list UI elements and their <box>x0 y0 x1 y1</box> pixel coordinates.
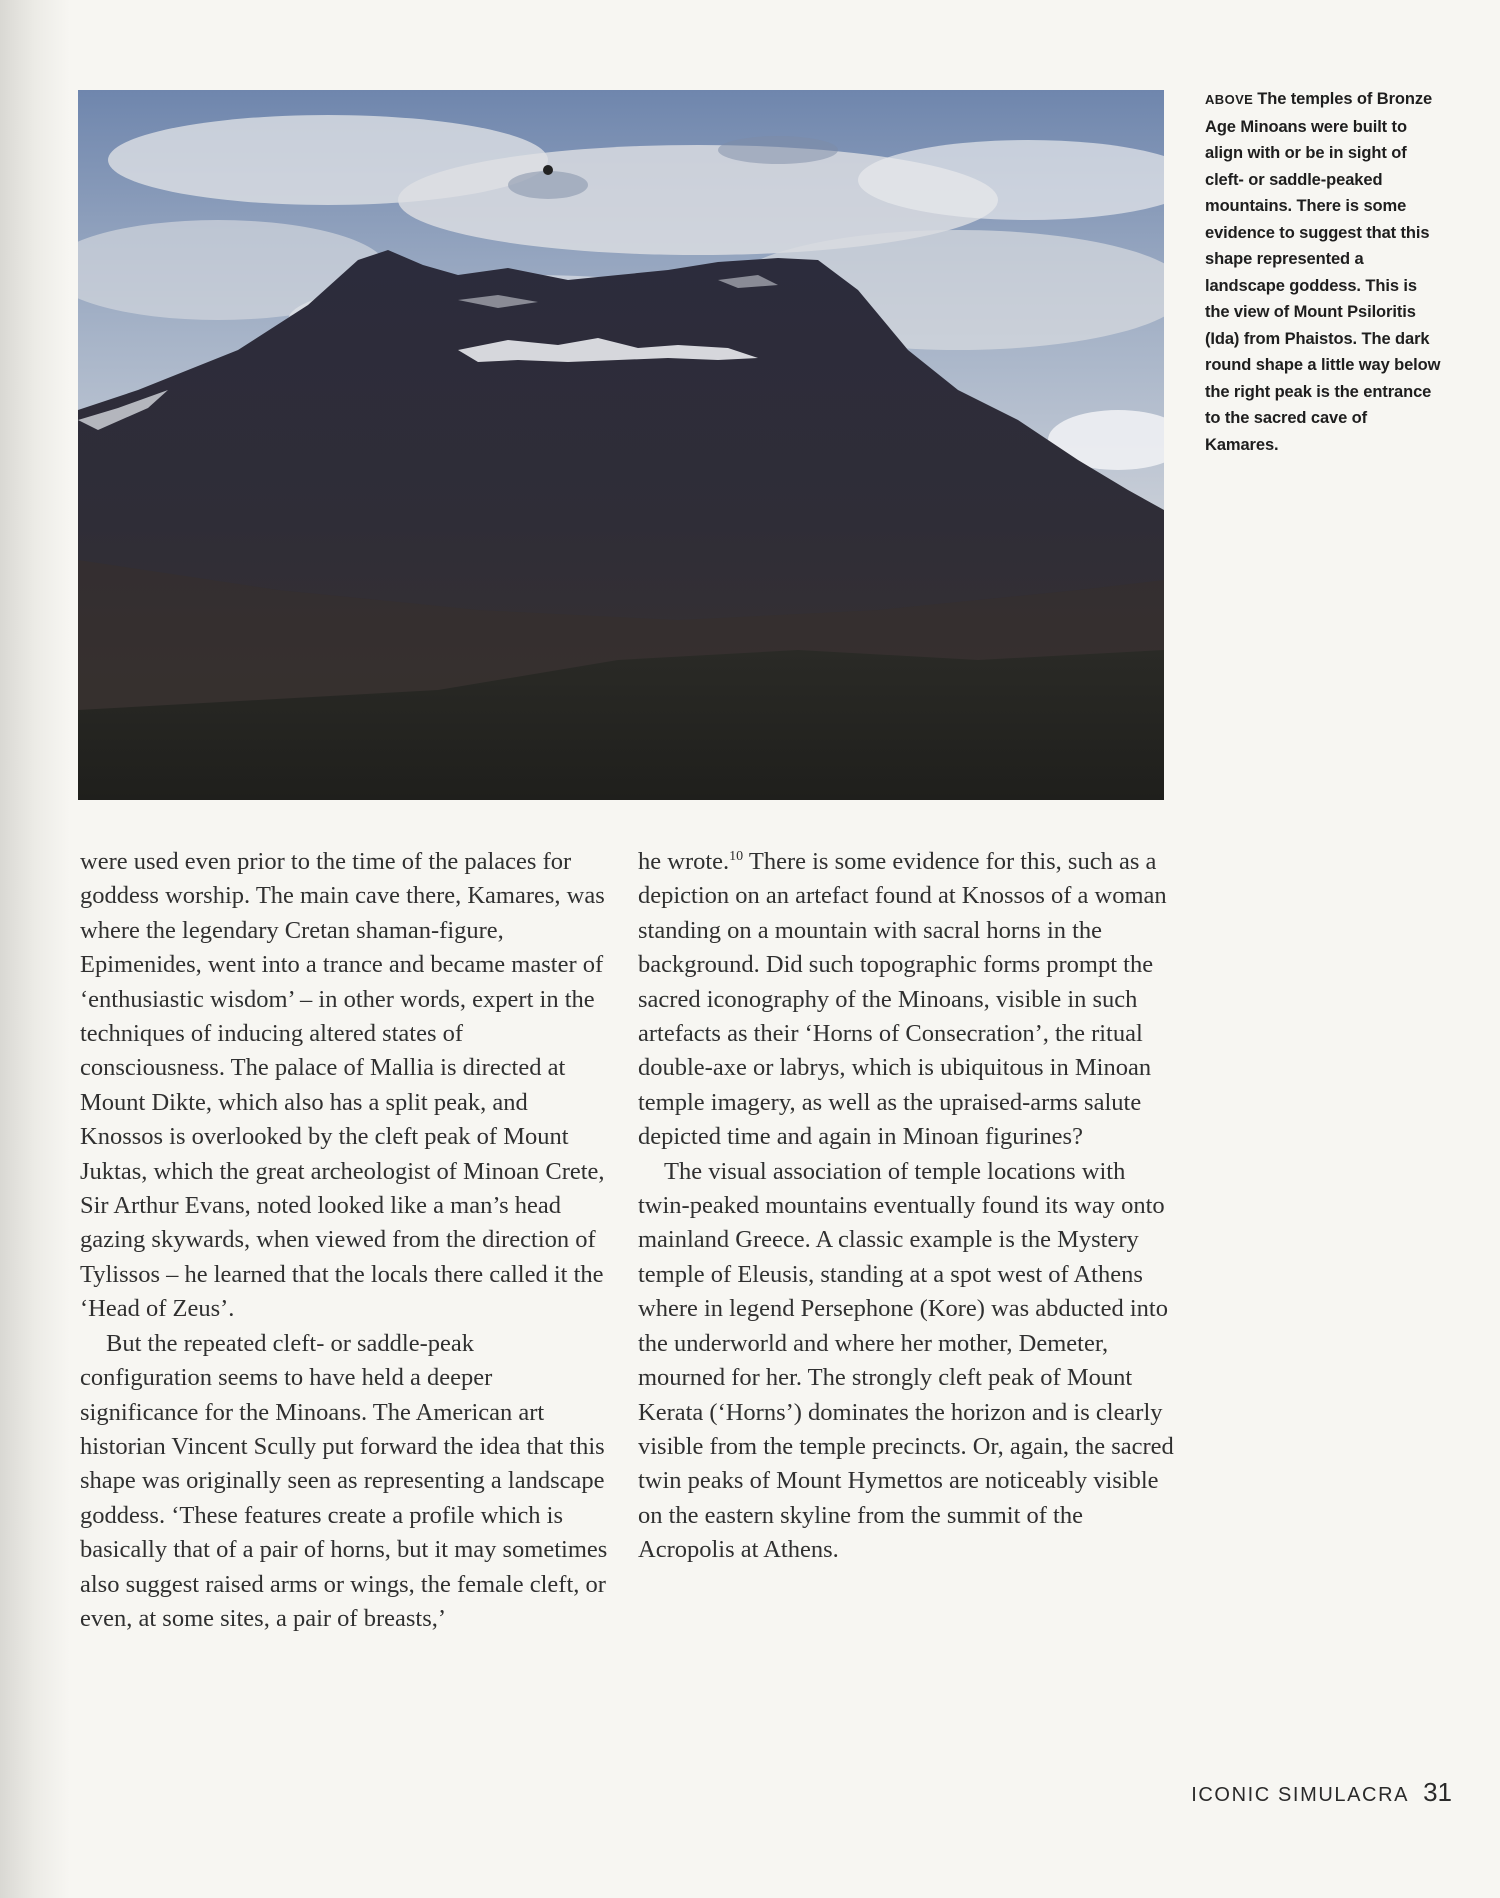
footnote-marker: 10 <box>729 849 744 864</box>
paragraph: But the repeated cleft- or saddle-peak configuration seems to have held a deeper significance for the Minoans. The American art historian Vincent Scully put forward the idea that this shape was originally seen as representing a landscape goddess. ‘These features create a profile which is basically that of a pair of horns, but it may sometimes also suggest raised arms or wings, the female cleft, or even, at some sites, a pair of breasts,’ <box>80 1329 608 1632</box>
photo-caption <box>1205 86 1445 458</box>
page-number: 31 <box>1423 1777 1452 1807</box>
mountain-photo <box>78 90 1164 800</box>
paragraph <box>638 845 1178 1155</box>
page-footer <box>1191 1777 1452 1808</box>
mountain-photo-illustration <box>78 90 1164 800</box>
caption-text: The temples of Bronze Age Minoans were built to align with or be in sight of cleft- or saddle-peaked mountains. There is some evidence to suggest that this shape represented a landscape goddess. This is the view of Mount Psiloritis (Ida) from Phaistos. The dark round shape a little way below the right peak is the entrance to the sacred cave of Kamares. <box>1205 90 1441 454</box>
paragraph-lead: he wrote. <box>638 848 730 875</box>
paragraph: The visual association of temple locations with twin-peaked mountains eventually found its way onto mainland Greece. A classic example is the Mystery temple of Eleusis, standing at a spot west of Athens where in legend Persephone (Kore) was abducted into the underworld and where her mother, Demeter, mourned for her. The strongly cleft peak of Mount Kerata (‘Horns’) dominates the horizon and is clearly visible from the temple precincts. Or, again, the sacred twin peaks of Mount Hymettos are noticeably visible on the eastern skyline from the summit of the Acropolis at Athens. <box>638 1157 1174 1564</box>
page-gutter-shadow <box>0 0 70 1898</box>
body-column-right <box>638 845 1178 1568</box>
running-footer-section: ICONIC SIMULACRA <box>1191 1784 1410 1806</box>
paragraph: were used even prior to the time of the palaces for goddess worship. The main cave there, Kamares, was where the legendary Cretan shaman-figure, Epimenides, went into a trance and became master of ‘enthusiastic wisdom’ – in other words, expert in the techniques of inducing altered states of consciousness. The palace of Mallia is directed at Mount Dikte, which also has a split peak, and Knossos is overlooked by the cleft peak of Mount Juktas, which the great archeologist of Minoan Crete, Sir Arthur Evans, noted looked like a man’s head gazing skywards, when viewed from the direction of Tylissos – he learned that the locals there called it the ‘Head of Zeus’. <box>80 848 605 1323</box>
caption-kicker: ABOVE <box>1205 92 1254 107</box>
paragraph-rest: There is some evidence for this, such as a depiction on an artefact found at Knossos of a woman standing on a mountain with sacral horns in the background. Did such topographic forms prompt the sacred iconography of the Minoans, visible in such artefacts as their ‘Horns of Consecration’, the ritual double-axe or labrys, which is ubiquitous in Minoan temple imagery, as well as the upraised-arms salute depicted time and again in Minoan figurines? <box>638 848 1167 1151</box>
body-column-left <box>80 845 610 1636</box>
